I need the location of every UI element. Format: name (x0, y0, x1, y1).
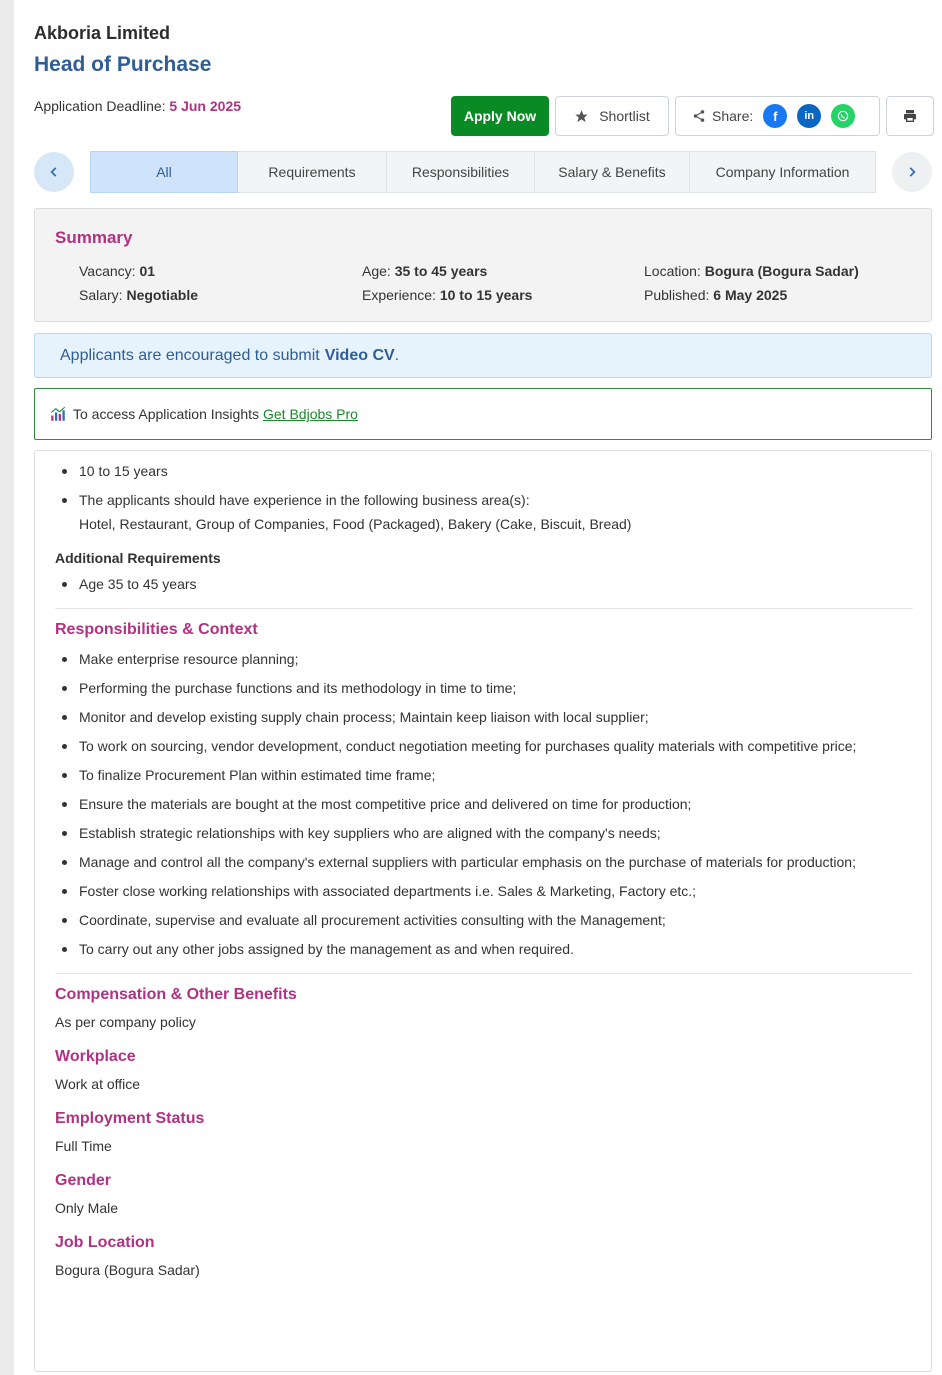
summary-experience: Experience: 10 to 15 years (362, 287, 533, 303)
job-location-title: Job Location (55, 1234, 155, 1251)
share-label: Share: (712, 108, 754, 124)
section-tabs (34, 151, 932, 193)
star-icon (574, 109, 589, 124)
insights-banner (34, 388, 932, 440)
video-cv-text: Applicants are encouraged to submit (60, 346, 320, 364)
list-item: Monitor and develop existing supply chain process; Maintain keep liaison with local supplier; (55, 705, 913, 729)
chevron-left-icon (47, 165, 61, 179)
left-gutter (0, 0, 14, 1375)
tab-salary-benefits[interactable]: Salary & Benefits (535, 151, 690, 193)
action-bar (451, 96, 934, 136)
apply-now-button[interactable]: Apply Now (451, 96, 549, 136)
printer-icon (902, 108, 918, 124)
additional-requirements-title: Additional Requirements (55, 550, 221, 566)
list-item: Performing the purchase functions and its methodology in time to time; (55, 676, 913, 700)
workplace-section (55, 1048, 913, 1094)
video-cv-highlight: Video CV (324, 346, 395, 364)
job-details-content (55, 459, 913, 1296)
summary-location: Location: Bogura (Bogura Sadar) (644, 263, 859, 279)
deadline-label: Application Deadline: (34, 98, 166, 114)
video-cv-suffix: . (394, 346, 400, 364)
responsibilities-title: Responsibilities & Context (55, 621, 258, 638)
compensation-section (55, 986, 913, 1032)
summary-title: Summary (55, 228, 133, 247)
compensation-title: Compensation & Other Benefits (55, 986, 297, 1003)
summary-published: Published: 6 May 2025 (644, 287, 788, 303)
divider (55, 608, 913, 609)
compensation-text: As per company policy (55, 1014, 196, 1030)
list-item: The applicants should have experience in the following business area(s): Hotel, Restaurant, Group of Companies, Food (Packaged), Bakery (Cake, Biscuit, Bread) (55, 488, 913, 536)
insights-text: To access Application Insights (73, 406, 259, 422)
video-cv-banner (34, 333, 932, 378)
summary-salary: Salary: Negotiable (79, 287, 199, 303)
shortlist-label: Shortlist (599, 108, 650, 124)
linkedin-icon[interactable]: in (797, 104, 821, 128)
job-details-panel (34, 450, 932, 1372)
tabs-prev-button[interactable] (34, 152, 74, 192)
chevron-right-icon (905, 165, 919, 179)
list-item: To carry out any other jobs assigned by the management as and when required. (55, 937, 913, 961)
employment-status-title: Employment Status (55, 1110, 205, 1127)
share-icon (692, 109, 706, 123)
company-name: Akboria Limited (34, 23, 171, 43)
list-item: Make enterprise resource planning; (55, 647, 913, 671)
print-button[interactable] (886, 96, 934, 136)
list-item: Ensure the materials are bought at the most competitive price and delivered on time for production; (55, 792, 913, 816)
analytics-icon (49, 405, 67, 423)
tab-company-information[interactable]: Company Information (690, 151, 876, 193)
tabs-next-button[interactable] (892, 152, 932, 192)
gender-text: Only Male (55, 1200, 119, 1216)
get-bdjobs-pro-link[interactable]: Get Bdjobs Pro (263, 406, 358, 422)
list-item: Establish strategic relationships with key suppliers who are aligned with the company's needs; (55, 821, 913, 845)
share-group (675, 96, 880, 136)
employment-status-section (55, 1110, 913, 1156)
tab-all[interactable]: All (90, 151, 238, 193)
gender-section (55, 1172, 913, 1218)
tab-requirements[interactable]: Requirements (238, 151, 387, 193)
workplace-text: Work at office (55, 1076, 141, 1092)
summary-panel (34, 208, 932, 322)
application-deadline (34, 98, 241, 114)
workplace-title: Workplace (55, 1048, 136, 1065)
deadline-date: 5 Jun 2025 (169, 98, 242, 114)
list-item: Manage and control all the company's external suppliers with particular emphasis on the purchase of materials for production; (55, 850, 913, 874)
gender-title: Gender (55, 1172, 112, 1189)
summary-age: Age: 35 to 45 years (362, 263, 488, 279)
responsibilities-list (55, 647, 913, 961)
job-location-text: Bogura (Bogura Sadar) (55, 1262, 200, 1278)
additional-requirements-list (55, 572, 913, 596)
list-item: Age 35 to 45 years (55, 572, 913, 596)
job-title: Head of Purchase (34, 53, 212, 76)
shortlist-button[interactable] (555, 96, 669, 136)
list-item: To work on sourcing, vendor development, conduct negotiation meeting for purchases quality materials with competitive price; (55, 734, 913, 758)
tab-list (90, 151, 876, 193)
summary-vacancy: Vacancy: 01 (79, 263, 156, 279)
employment-status-text: Full Time (55, 1138, 112, 1154)
tab-responsibilities[interactable]: Responsibilities (387, 151, 535, 193)
divider (55, 973, 913, 974)
list-item: 10 to 15 years (55, 459, 913, 483)
job-location-section (55, 1234, 913, 1280)
list-item: To finalize Procurement Plan within estimated time frame; (55, 763, 913, 787)
list-item: Foster close working relationships with associated departments i.e. Sales & Marketing, Factory etc.; (55, 879, 913, 903)
facebook-icon[interactable]: f (763, 104, 787, 128)
list-item: Coordinate, supervise and evaluate all procurement activities consulting with the Management; (55, 908, 913, 932)
experience-list (55, 459, 913, 536)
whatsapp-icon[interactable] (831, 104, 855, 128)
